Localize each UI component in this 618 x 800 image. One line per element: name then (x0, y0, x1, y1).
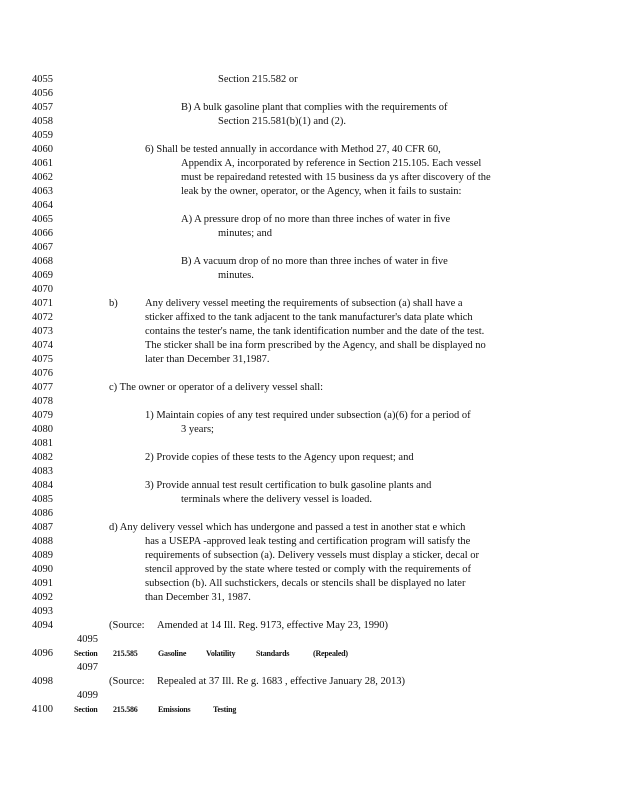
line-number: 4062 (32, 172, 53, 183)
line-number: 4055 (32, 74, 53, 85)
section-heading-number: 215.585 (113, 649, 138, 658)
line-number: 4072 (32, 312, 53, 323)
line-number: 4057 (32, 102, 53, 113)
text-line: Appendix A, incorporated by reference in Section 215.105. Each vessel (181, 158, 482, 169)
line-number: 4076 (32, 368, 53, 379)
text-line: B) A vacuum drop of no more than three inches of water in five (181, 256, 448, 267)
text-line: 2) Provide copies of these tests to the Agency upon request; and (145, 452, 414, 463)
text-line: 3) Provide annual test result certification to bulk gasoline plants and (145, 480, 432, 491)
section-heading-label: Section (74, 649, 98, 658)
line-number: 4074 (32, 340, 53, 351)
line-number: 4071 (32, 298, 53, 309)
line-number: 4089 (32, 550, 53, 561)
text-line: 1) Maintain copies of any test required under subsection (a)(6) for a period of (145, 410, 471, 421)
section-heading-word: Standards (256, 649, 290, 658)
line-number: 4082 (32, 452, 53, 463)
section-heading-number: 215.586 (113, 705, 138, 714)
text-line: sticker affixed to the tank adjacent to the tank manufacturer's data plate which (145, 312, 473, 323)
text-line: 3 years; (181, 424, 214, 435)
line-number: 4075 (32, 354, 53, 365)
line-number: 4085 (32, 494, 53, 505)
text-line: subsection (b). All suchstickers, decals or stencils shall be displayed no later (145, 578, 466, 589)
text-line: contains the tester's name, the tank identification number and the date of the test. (145, 326, 485, 337)
text-line: stencil approved by the state where tested or comply with the requirements of (145, 564, 471, 575)
line-number: 4064 (32, 200, 53, 211)
line-number: 4073 (32, 326, 53, 337)
text-line: must be repairedand retested with 15 business da ys after discovery of the (181, 172, 491, 183)
text-line: B) A bulk gasoline plant that complies with the requirements of (181, 102, 448, 113)
line-number: 4066 (32, 228, 53, 239)
line-number: 4095 (77, 634, 98, 645)
line-number: 4060 (32, 144, 53, 155)
line-number: 4094 (32, 620, 53, 631)
line-number: 4098 (32, 676, 53, 687)
line-number: 4070 (32, 284, 53, 295)
line-number: 4069 (32, 270, 53, 281)
line-number: 4087 (32, 522, 53, 533)
section-heading-word: Testing (213, 705, 237, 714)
source-note: Amended at 14 Ill. Reg. 9173, effective May 23, 1990) (157, 620, 389, 631)
text-line: has a USEPA -approved leak testing and certification program will satisfy the (145, 536, 471, 547)
source-label: (Source: (109, 676, 145, 687)
line-number: 4065 (32, 214, 53, 225)
text-line: c) The owner or operator of a delivery vessel shall: (109, 382, 324, 393)
text-line: d) Any delivery vessel which has undergone and passed a test in another stat e which (109, 522, 466, 533)
text-line: leak by the owner, operator, or the Agency, when it fails to sustain: (181, 186, 462, 197)
line-number: 4091 (32, 578, 53, 589)
text-line: minutes; and (218, 228, 272, 239)
text-line: Section 215.581(b)(1) and (2). (218, 116, 347, 127)
text-line: minutes. (218, 270, 254, 281)
section-heading-word: Gasoline (158, 649, 187, 658)
line-number: 4079 (32, 410, 53, 421)
line-number: 4081 (32, 438, 53, 449)
line-number: 4090 (32, 564, 53, 575)
line-number: 4083 (32, 466, 53, 477)
subsection-label: b) (109, 298, 118, 309)
line-number: 4100 (32, 704, 53, 715)
text-line: Any delivery vessel meeting the requirements of subsection (a) shall have a (145, 298, 463, 309)
line-number: 4099 (77, 690, 98, 701)
line-number: 4077 (32, 382, 53, 393)
line-number: 4078 (32, 396, 53, 407)
section-heading-status: (Repealed) (313, 649, 348, 658)
section-heading-word: Volatility (206, 649, 236, 658)
line-number: 4084 (32, 480, 53, 491)
line-number: 4093 (32, 606, 53, 617)
section-heading-label: Section (74, 705, 98, 714)
line-number: 4056 (32, 88, 53, 99)
text-line: Section 215.582 or (218, 74, 298, 85)
text-line: than December 31, 1987. (145, 592, 251, 603)
line-number: 4097 (77, 662, 98, 673)
line-number: 4086 (32, 508, 53, 519)
text-line: requirements of subsection (a). Delivery vessels must display a sticker, decal or (145, 550, 480, 561)
line-number: 4088 (32, 536, 53, 547)
line-number: 4080 (32, 424, 53, 435)
line-number: 4063 (32, 186, 53, 197)
line-number: 4059 (32, 130, 53, 141)
text-line: The sticker shall be ina form prescribed by the Agency, and shall be displayed no (145, 340, 486, 351)
line-number: 4058 (32, 116, 53, 127)
text-line: later than December 31,1987. (145, 354, 270, 365)
line-number: 4061 (32, 158, 53, 169)
source-label: (Source: (109, 620, 145, 631)
line-number: 4092 (32, 592, 53, 603)
line-number: 4096 (32, 648, 53, 659)
source-note: Repealed at 37 Ill. Re g. 1683 , effective January 28, 2013) (157, 676, 405, 687)
text-line: 6) Shall be tested annually in accordance with Method 27, 40 CFR 60, (145, 144, 441, 155)
section-heading-word: Emissions (158, 705, 191, 714)
line-number: 4068 (32, 256, 53, 267)
text-line: A) A pressure drop of no more than three inches of water in five (181, 214, 451, 225)
text-line: terminals where the delivery vessel is loaded. (181, 494, 372, 505)
line-number: 4067 (32, 242, 53, 253)
